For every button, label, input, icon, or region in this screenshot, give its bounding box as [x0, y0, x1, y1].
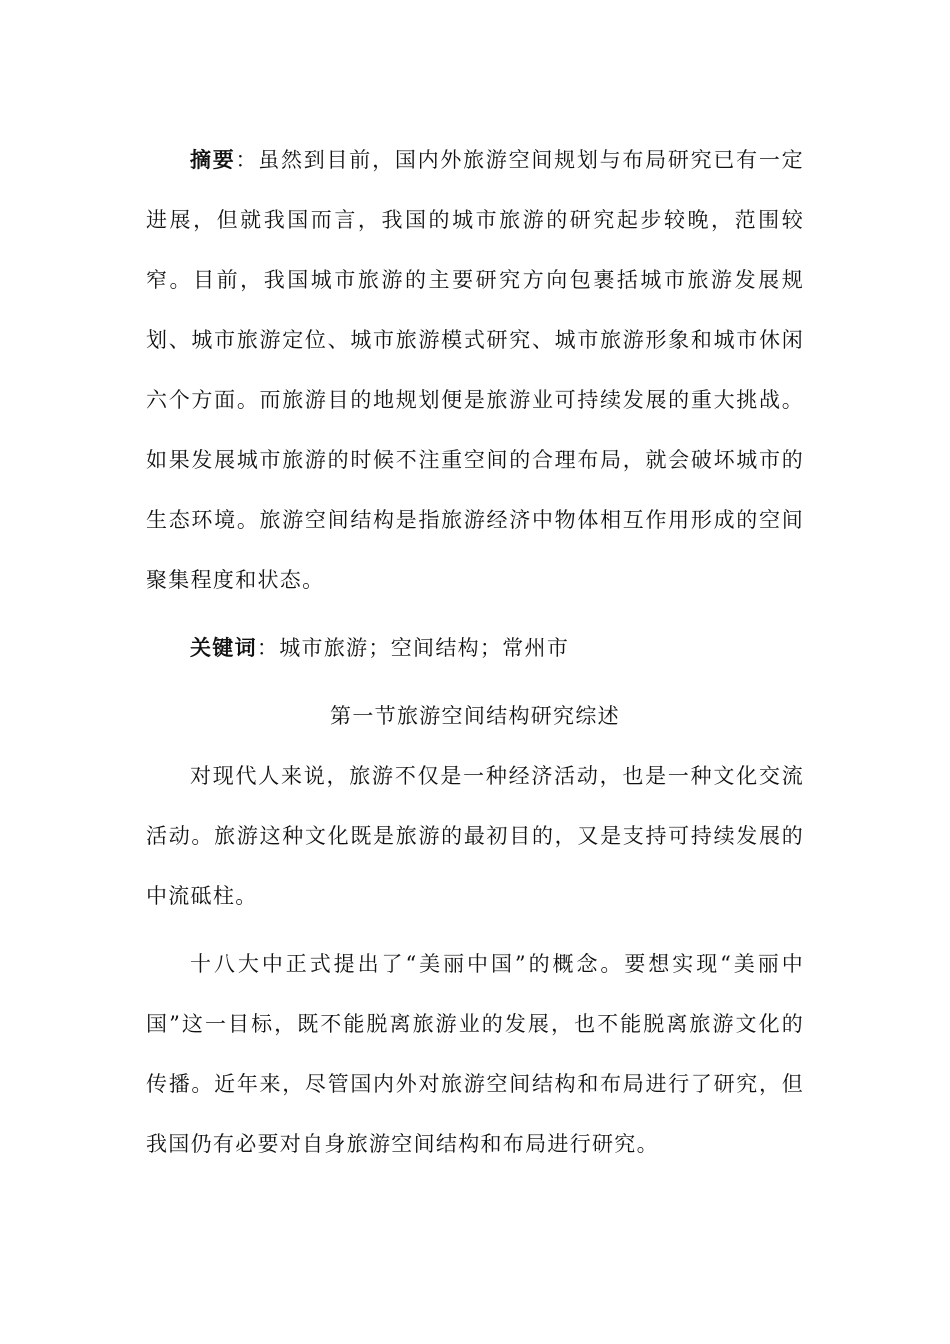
- abstract-paragraph: [146, 130, 804, 610]
- section-heading: 第一节旅游空间结构研究综述: [330, 704, 620, 728]
- abstract-text: 虽然到目前，国内外旅游空间规划与布局研究已有一定进展，但就我国而言，我国的城市旅游的研究起步较晚，范围较窄。目前，我国城市旅游的主要研究方向包裹括城市旅游发展规划、城市旅游定位、城市旅游模式研究、城市旅游形象和城市休闲六个方面。而旅游目的地规划便是旅游业可持续发展的重大挑战。如果发展城市旅游的时候不注重空间的合理布局，就会破坏城市的生态环境。旅游空间结构是指旅游经济中物体相互作用形成的空间聚集程度和状态。: [146, 148, 804, 592]
- abstract-separator: ：: [235, 148, 259, 172]
- keywords-text: 城市旅游；空间结构；常州市: [279, 636, 570, 660]
- document-page: [146, 130, 804, 1174]
- keywords-label: 关键词: [190, 635, 257, 660]
- body-paragraph-2: 十八大中正式提出了“美丽中国”的概念。要想实现“美丽中国”这一目标，既不能脱离旅游业的发展，也不能脱离旅游文化的传播。近年来，尽管国内外对旅游空间结构和布局进行了研究，但我国仍有必要对自身旅游空间结构和布局进行研究。: [146, 952, 804, 1156]
- keywords-line: [146, 618, 804, 678]
- keywords-separator: ：: [256, 636, 280, 660]
- abstract-label: 摘要: [190, 147, 236, 172]
- body-paragraph-1: 对现代人来说，旅游不仅是一种经济活动，也是一种文化交流活动。旅游这种文化既是旅游的最初目的，又是支持可持续发展的中流砥柱。: [146, 764, 804, 908]
